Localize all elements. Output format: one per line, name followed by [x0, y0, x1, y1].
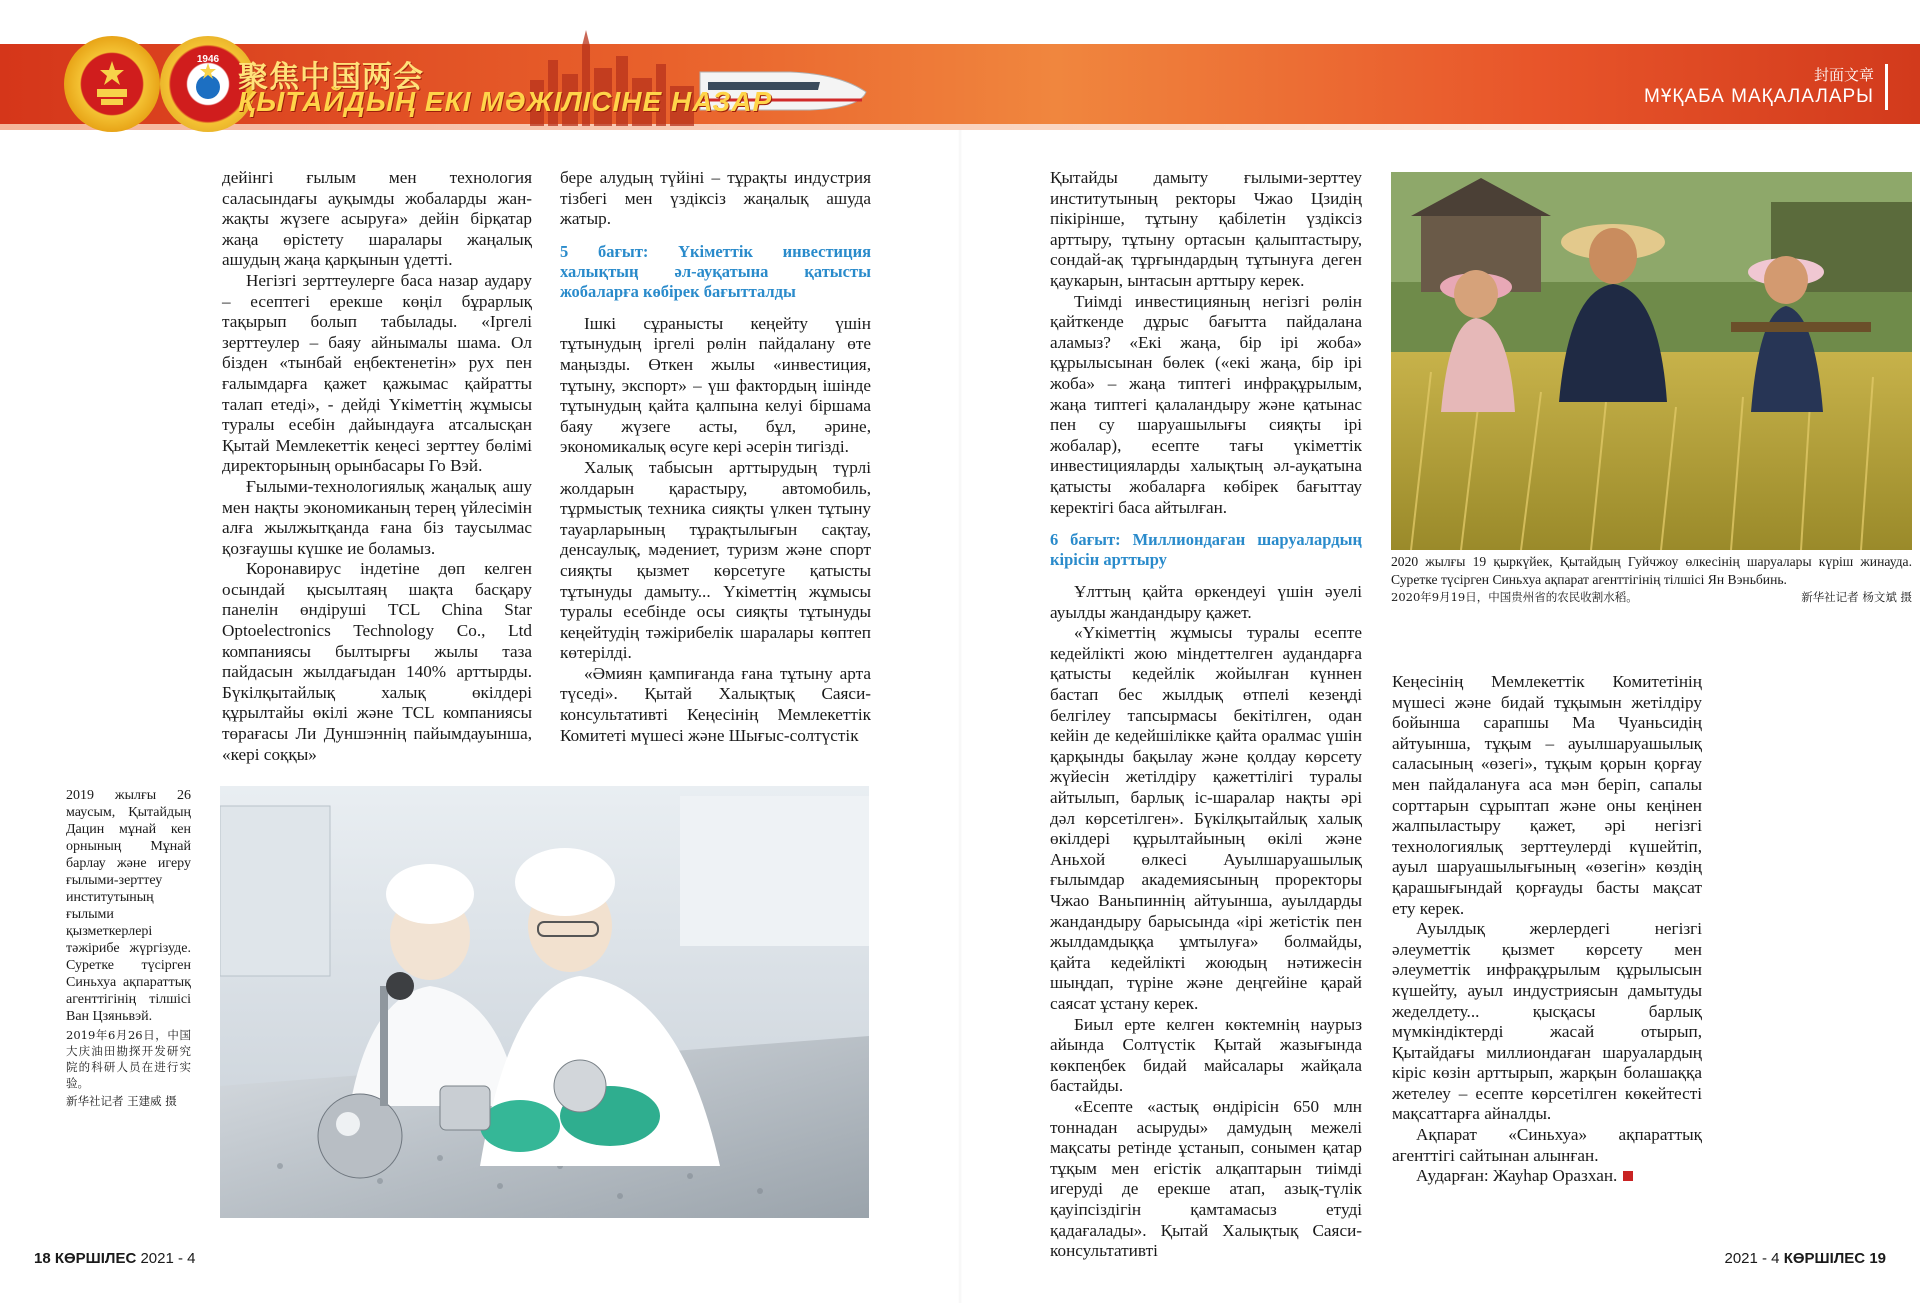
- emblem-year: 1946: [196, 54, 220, 65]
- paragraph: Ауылдық жерлердегі негізгі әлеуметтік қызмет көрсету мен әлеуметтік инфрақұрылым құрылысын күшейту, ауыл индустриясын дамытуды жеделдету... қысқасы барлық мүмкіндіктерді жасай отырып, Қытайдағы миллиондаған шаруалардың кіріс көзін арттырып, жарқын болашаққа жетелеу – есепте көрсетілген көкейтесті мақсаттарға айналды.: [1392, 919, 1702, 1124]
- page-footer-left: [34, 1250, 196, 1267]
- magazine-name: КӨРШІЛЕС: [54, 1250, 137, 1267]
- photo-credit: 新华社记者 王建威 摄: [66, 1094, 177, 1108]
- text-column-3: [1050, 168, 1362, 1262]
- caption-chinese: 2019年6月26日，中国大庆油田勘探开发研究院的科研人员在进行实验。: [66, 1028, 191, 1090]
- text-column-1: [222, 168, 532, 765]
- paragraph: Қытайды дамыту ғылыми-зерттеу институтының ректоры Чжао Цзидің пікірінше, тұтыну қабілетін үздіксіз арттыру, тұтыну ортасын қалыптастыру, сондай-ақ тұрғындардың тұтынуға деген қаукарын, ынтасын арттыру керек.: [1050, 168, 1362, 290]
- end-mark-icon: [1623, 1171, 1633, 1181]
- paragraph: Тиімді инвестицияның негізгі рөлін қайткенде дұрыс бағытта пайдалана аламыз? «Екі жаңа, бір ірі жоба» құрылысынан бөлек («екі жаңа, бір ірі жоба» – жаңа типтегі инфрақұрылым, жаңа типтегі қалаландыру және қатынас пен су шаруашылығы сияқты ірі жобалар), есепте тағы үкіметтік инвестицияларды халықтың әл-ауқатына қатысты жобаларға көбірек бағыттау керектігі баса айтылған.: [1050, 291, 1362, 517]
- paragraph: «Есепте «астық өндірісін 650 млн тоннадан асыруды» дамудың межелі мақсаты ретінде ұстанып, сонымен қатар тұқым мен егістік алқаптарын тиімді игеруді де ерекше атап, азық-түлік қауіпсіздігін қамтамасыз етуді қадағалады». Қытай Халықтық Саяси-консультативті: [1050, 1096, 1362, 1261]
- header-title-chinese: 聚焦中国两会: [238, 60, 424, 95]
- page-number: 18: [34, 1250, 51, 1267]
- source-note: Ақпарат «Синьхуа» ақпараттық агенттігі сайтынан алынған.: [1392, 1125, 1702, 1165]
- caption-kazakh: 2020 жылғы 19 қыркүйек, Қытайдың Гуйчжоу өлкесінің шаруалары күріш жинауда. Суретке түсірген Синьхуа ақпарат агенттігінің тілшісі Ян Вэньбинь.: [1391, 554, 1912, 587]
- rice-photo-caption: [1391, 553, 1912, 607]
- caption-chinese-row: [1391, 589, 1912, 607]
- caption-kazakh: 2019 жылғы 26 маусым, Қытайдың Дацин мұнай кен орнының Мұнай барлау және игеру ғылыми-зерттеу институтының ғылыми қызметкерлері тәжірибе жүргізуде. Суретке түсірген Синьхуа ақпараттық агенттігінің тілшісі Ван Цзяньвэй.: [66, 788, 191, 1024]
- section-heading-6: 6 бағыт: Миллиондаған шаруалардың кірісін арттыру: [1050, 530, 1362, 570]
- page-gutter: [958, 130, 962, 1303]
- photo-credit: 新华社记者 杨文斌 摄: [1801, 590, 1912, 604]
- header-title-kazakh: ҚЫТАЙДЫҢ ЕКІ МӘЖІЛІСІНЕ НАЗАР: [238, 86, 773, 117]
- paragraph: Ғылыми-технологиялық жаңалық ашу мен нақты экономиканың терең үйлесімін алға жылжытқанда ғана біз таусылмас қозғаушы күшке ие боламыз.: [222, 476, 532, 558]
- paragraph: «Әмиян қампиғанда ғана тұтыну арта түседі». Қытай Халықтық Саяси-консультативті Кеңесінің Мемлекеттік Комитеті мүшесі және Шығыс-солтүстік: [560, 663, 871, 745]
- paragraph: «Үкіметтің жұмысы туралы есепте кедейлікті жою міндеттелген аудандарға қатысты кедейлік жойылған күннен бастап бес жылдық өтпелі кезеңді белгілеу тапсырмасы бекітілген, одан кейін де кедейшілікке қайта оралмас үшін қарқынды бақылау және қолдау көрсету жүйесін жетілдіру қажеттілігі туралы айтылып, барлық іс-шаралар нақты әрі дәл көрсетілген». Бүкілқытайлық халық өкілдері құрылтайының өкілі және Аньхой өлкесі Ауылшаруашылық ғылымдар академиясының проректоры Чжао Ваньпиннің айтуынша, ауылдарды жандандыру барысында «ірі жетістік пен жылдамдыққа ұмтылуға» болмайды, қайта кедейлікті жоюдың нәтижесін шыңдап, түріне және деңгейіне қарай саясат ұстану керек.: [1050, 623, 1362, 1013]
- magazine-name: КӨРШІЛЕС: [1783, 1250, 1866, 1267]
- paragraph: Ішкі сұранысты кеңейту үшін тұтынудың іргелі рөлін пайдалану өте маңызды. Өткен жылы «инвестиция, тұтыну, экспорт» – үш фактордың ішінде тұтынудың қайта қалпына келуі біршама баяу жүзеге асты, бұл, әрине, экономикалық өсуге кері әсерін тигізді.: [560, 313, 871, 457]
- paragraph: Ұлттың қайта өркендеуі үшін әуелі ауылды жандандыру қажет.: [1050, 582, 1362, 622]
- paragraph: дейінгі ғылым мен технология саласындағы ауқымды жобаларды жан-жақты жүзеге асыруға» дейін бірқатар жаңа өрістету шаралары жаңалық ашудың жаңа қарқынын үдетті.: [222, 168, 532, 270]
- lab-researchers-photo: [220, 786, 869, 1218]
- rice-harvest-photo: [1391, 172, 1912, 550]
- page-number: 19: [1869, 1250, 1886, 1267]
- paragraph: Биыл ерте келген көктемнің наурыз айында Солтүстік Қытай жазығында көкпеңбек бидай майсалары жайқала бастайды.: [1050, 1014, 1362, 1096]
- section-heading-5: 5 бағыт: Үкіметтік инвестиция халықтың әл-ауқатына қатысты жобаларға көбірек бағытталды: [560, 241, 871, 301]
- paragraph: Халық табысын арттырудың түрлі жолдарын қарастыру, автомобиль, тұрмыстық техника сияқты үлкен тұтыну тауарларының тұрақтылығын сақтау, денсаулық, мәдениет, туризм және спорт сияқты қызмет көрсетуге қатысты тұтынуды дамыту... Үкіметтің жұмысы туралы есебінде осы сияқты тұтынуды кеңейтудің тәжірибелік шаралары көптеп көтерілді.: [560, 457, 871, 663]
- paragraph: Кеңесінің Мемлекеттік Комитетінің мүшесі және бидай тұқымын жетілдіру бойынша сарапшы Ма Чуаньсидің айтуынша, тұқым – ауылшаруашылық саласының «өзегі», тұқым қорын қорғау мен пайдалануға аса мән беріп, сапалы сорттарын сұрыптап және оны кеңінен жалпыластыру қажет, әрі негізгі технологиялық зерттеулерді күшейтіп, ауыл шаруашылығының «өзегін» көздің қарашығындай қорғауды басты мақсат ету керек.: [1392, 672, 1702, 918]
- section-label-chinese: 封面文章: [1813, 66, 1874, 84]
- paragraph: Коронавирус індетіне дөп келген осындай қысылтаяң шақта басқару панелін өндіруші TCL China Star Optoelectronics Technology Co., Ltd компаниясы былтырғы жылы таза пайдасын жылдағыдан 140% арттырды. Бүкілқытайлық халық өкілдері құрылтайы өкілі және TCL компаниясы төрағасы Ли Дуншэннің пайымдауынша, «кері соққы»: [222, 559, 532, 764]
- issue-number: 2021 - 4: [140, 1250, 196, 1267]
- translator-name: Аударған: Жауһар Оразхан.: [1416, 1166, 1618, 1186]
- lab-photo-caption: [66, 787, 191, 1109]
- national-emblem-icon: [64, 36, 160, 132]
- section-divider: [1885, 64, 1888, 110]
- paragraph: бере алудың түйіні – тұрақты индустрия тізбегі мен үздіксіз жаңалық ашуда жатыр.: [560, 168, 871, 229]
- translator-credit: [1392, 1166, 1702, 1187]
- issue-number: 2021 - 4: [1724, 1250, 1780, 1267]
- paragraph: Негізгі зерттеулерге баса назар аудару – есептегі ерекше көңіл бұрарлық тақырып болып табылады. «Іргелі зерттеулер – баяу айнымалы шама. Ол бізден «тынбай еңбектенетін» рух пен ғалымдарға қажет қажымас қайратты талап етеді», - дейді Үкіметтің жұмысы туралы есебін дайындауға атсалысқан Қытай Мемлекеттік кеңесі зерттеу бөлімі директорының орынбасары Го Вэй.: [222, 270, 532, 476]
- text-column-4: [1392, 672, 1702, 1187]
- text-column-2: [560, 168, 871, 746]
- section-label-kazakh: МҰҚАБА МАҚАЛАЛАРЫ: [1644, 86, 1874, 107]
- caption-chinese: 2020年9月19日，中国贵州省的农民收割水稻。: [1391, 590, 1638, 604]
- page-footer-right: [1724, 1250, 1886, 1267]
